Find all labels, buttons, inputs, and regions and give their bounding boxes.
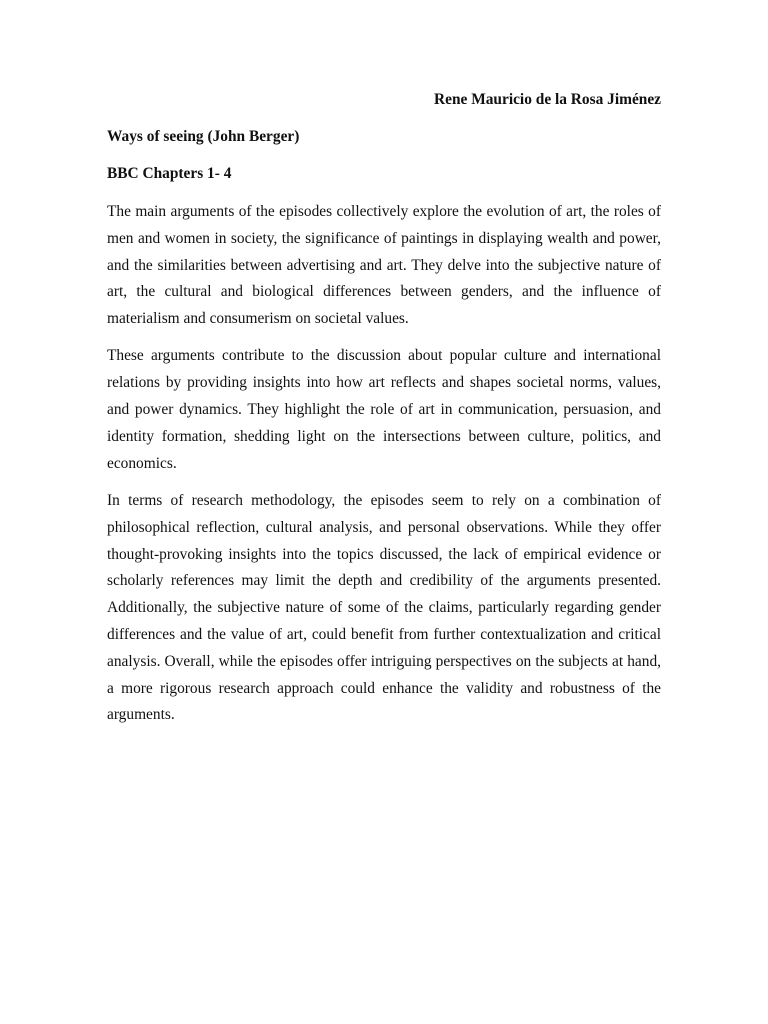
document-page (107, 88, 661, 740)
author-name: Rene Mauricio de la Rosa Jiménez (434, 91, 661, 108)
body-paragraph-2: These arguments contribute to the discussion about popular culture and international relations by providing insights into how art reflects and shapes societal norms, values, and power dynamics. They highlight the role of art in communication, persuasion, and identity formation, shedding light on the intersections between culture, politics, and economics. (107, 347, 661, 472)
body-paragraph-1: The main arguments of the episodes collectively explore the evolution of art, the roles of men and women in society, the significance of paintings in displaying wealth and power, and the similarities between advertising and art. They delve into the subjective nature of art, the cultural and biological differences between genders, and the influence of materialism and consumerism on societal values. (107, 203, 661, 328)
body-paragraph-3: In terms of research methodology, the episodes seem to rely on a combination of philosophical reflection, cultural analysis, and personal observations. While they offer thought-provoking insights into the topics discussed, the lack of empirical evidence or scholarly references may limit the depth and credibility of the arguments presented. Additionally, the subjective nature of some of the claims, particularly regarding gender differences and the value of art, could benefit from further contextualization and critical analysis. Overall, while the episodes offer intriguing perspectives on the subjects at hand, a more rigorous research approach could enhance the validity and robustness of the arguments. (107, 491, 661, 724)
document-subtitle: BBC Chapters 1- 4 (107, 165, 232, 182)
document-title: Ways of seeing (John Berger) (107, 128, 300, 145)
